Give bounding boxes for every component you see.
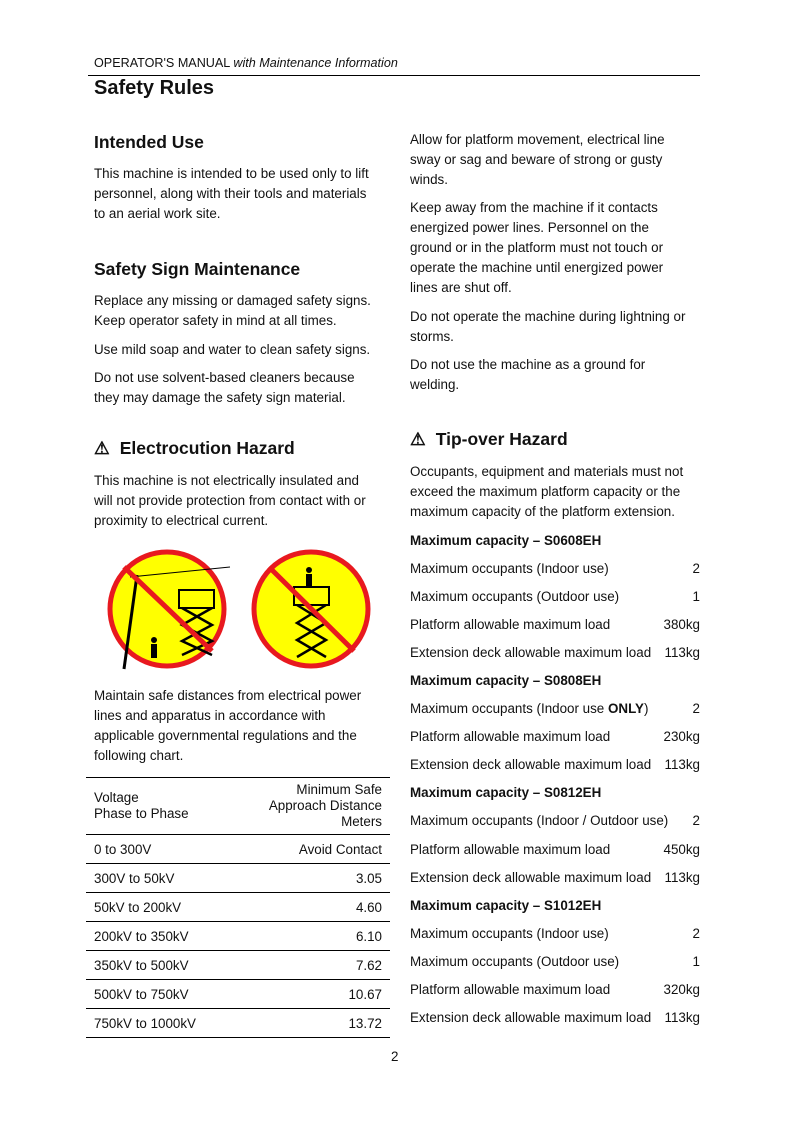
capacity-label: Maximum occupants (Outdoor use) <box>410 588 620 604</box>
electrocution-text-1 <box>94 471 366 531</box>
table-row <box>86 893 390 922</box>
voltage-cell: 0 to 300V <box>94 841 152 857</box>
right-text-4 <box>410 355 645 395</box>
capacity-label: Extension deck allowable maximum load <box>410 1010 652 1026</box>
capacity-value: 113kg <box>664 869 700 885</box>
capacity-row <box>410 807 700 835</box>
text-line: lines and apparatus in accordance with <box>94 708 326 723</box>
text-line: Minimum Safe <box>296 782 382 797</box>
capacity-row <box>410 554 700 582</box>
capacity-row <box>410 947 700 975</box>
capacity-row <box>410 919 700 947</box>
voltage-column-header <box>94 790 189 822</box>
text-line: Approach Distance <box>268 798 382 813</box>
text-line: to an aerial work site. <box>94 206 221 221</box>
capacity-value: 380kg <box>663 616 700 632</box>
right-text-2 <box>410 198 663 298</box>
sign-text-3 <box>94 368 355 408</box>
manual-subtitle: with Maintenance Information <box>233 56 398 70</box>
capacity-label: Platform allowable maximum load <box>410 982 611 998</box>
text-line: following chart. <box>94 748 184 763</box>
capacity-label: Maximum capacity – S1012EH <box>410 897 602 913</box>
capacity-label: Maximum capacity – S0812EH <box>410 785 602 801</box>
tip-over-heading-text: Tip-over Hazard <box>435 429 568 449</box>
manual-title: OPERATOR'S MANUAL <box>94 56 230 70</box>
page-number: 2 <box>391 1049 399 1064</box>
voltage-cell: 50kV to 200kV <box>94 899 182 915</box>
text-line: Keep away from the machine if it contacts <box>410 200 658 215</box>
text-line: Occupants, equipment and materials must not <box>410 464 684 479</box>
text-line: Phase to Phase <box>94 806 189 821</box>
text-line: Keep operator safety in mind at all times. <box>94 313 337 328</box>
capacity-row <box>410 582 700 610</box>
text-line: Maintain safe distances from electrical power <box>94 688 362 703</box>
capacity-label: Platform allowable maximum load <box>410 841 611 857</box>
distance-cell: 7.62 <box>355 957 382 973</box>
sign-maintenance-heading: Safety Sign Maintenance <box>94 259 301 279</box>
text-line: energized power lines. Personnel on the <box>410 220 649 235</box>
tip-over-heading <box>410 429 568 450</box>
capacity-value: 2 <box>692 925 700 941</box>
table-row <box>86 951 390 980</box>
electrocution-heading-text: Electrocution Hazard <box>119 438 295 458</box>
text-line: ground or in the platform must not touch or <box>410 240 664 255</box>
header-divider <box>88 75 700 76</box>
distance-cell: 3.05 <box>355 870 382 886</box>
text-line: This machine is not electrically insulated and <box>94 473 359 488</box>
approach-distance-table <box>86 777 390 1038</box>
page-title: Safety Rules <box>94 77 215 99</box>
capacity-label: Maximum occupants (Indoor / Outdoor use) <box>410 813 669 829</box>
text-line: sway or sag and beware of strong or gusty <box>410 152 663 167</box>
sign-text-2 <box>94 340 370 360</box>
table-row <box>86 864 390 893</box>
capacity-value: 450kg <box>663 841 700 857</box>
voltage-cell: 350kV to 500kV <box>94 957 189 973</box>
capacity-label: Extension deck allowable maximum load <box>410 757 652 773</box>
text-line: Replace any missing or damaged safety signs. <box>94 293 371 308</box>
distance-cell: 13.72 <box>348 1015 382 1031</box>
capacity-label: Maximum occupants (Indoor use) <box>410 925 609 941</box>
capacity-value: 1 <box>692 588 700 604</box>
capacity-label: Extension deck allowable maximum load <box>410 869 652 885</box>
capacity-label: Maximum occupants (Outdoor use) <box>410 953 620 969</box>
text-line: winds. <box>410 172 448 187</box>
capacity-row <box>410 835 700 863</box>
text-line: welding. <box>410 377 460 392</box>
table-row <box>86 980 390 1009</box>
prohibition-sign-overhead-icon <box>254 552 368 666</box>
text-line: operate the machine until energized power <box>410 260 664 275</box>
capacity-value: 113kg <box>664 757 700 773</box>
text-line: Do not operate the machine during lightning or <box>410 309 686 324</box>
electrocution-text-2 <box>94 686 361 766</box>
capacity-value: 113kg <box>664 1010 700 1026</box>
text-line: Do not use solvent-based cleaners because <box>94 370 355 385</box>
text-line: Allow for platform movement, electrical line <box>410 132 665 147</box>
capacity-row <box>410 638 700 666</box>
electrocution-heading <box>94 438 295 459</box>
capacity-row <box>410 863 700 891</box>
capacity-row <box>410 751 700 779</box>
text-line: maximum capacity of the platform extension. <box>410 504 675 519</box>
capacity-row <box>410 695 700 723</box>
capacity-list <box>410 526 700 1032</box>
text-line: applicable governmental regulations and the <box>94 728 357 743</box>
right-text-3 <box>410 307 685 347</box>
capacity-row <box>410 1004 700 1032</box>
text-line: This machine is intended to be used only to lift <box>94 166 369 181</box>
electrocution-illustration <box>104 545 374 675</box>
capacity-label: Maximum occupants (Indoor use ONLY) <box>410 701 649 717</box>
distance-column-header <box>269 782 382 830</box>
text-line: storms. <box>410 329 454 344</box>
voltage-cell: 300V to 50kV <box>94 870 175 886</box>
text-line: Meters <box>341 814 382 829</box>
capacity-label: Maximum capacity – S0608EH <box>410 532 602 548</box>
text-line: personnel, along with their tools and materials <box>94 186 367 201</box>
running-header <box>94 56 398 70</box>
voltage-cell: 500kV to 750kV <box>94 986 189 1002</box>
right-text-1 <box>410 130 665 190</box>
text-line: lines are shut off. <box>410 280 512 295</box>
text-line: will not provide protection from contact with or <box>94 493 366 508</box>
warning-triangle-icon: ⚠ <box>410 429 426 449</box>
text-line: proximity to electrical current. <box>94 513 269 528</box>
capacity-label: Platform allowable maximum load <box>410 616 611 632</box>
intended-use-heading: Intended Use <box>94 132 204 152</box>
capacity-label: Maximum capacity – S0808EH <box>410 673 602 689</box>
voltage-cell: 750kV to 1000kV <box>94 1015 196 1031</box>
sign-text-1 <box>94 291 371 331</box>
distance-cell: 10.67 <box>348 986 382 1002</box>
capacity-label: Maximum occupants (Indoor use) <box>410 560 609 576</box>
table-row <box>86 1009 390 1038</box>
capacity-model-heading <box>410 666 700 694</box>
distance-cell: 6.10 <box>355 928 382 944</box>
capacity-row <box>410 610 700 638</box>
capacity-value: 1 <box>692 953 700 969</box>
capacity-value: 320kg <box>663 982 700 998</box>
voltage-cell: 200kV to 350kV <box>94 928 189 944</box>
capacity-label: Platform allowable maximum load <box>410 729 611 745</box>
distance-cell: 4.60 <box>355 899 382 915</box>
capacity-value: 2 <box>692 701 700 717</box>
capacity-value: 2 <box>692 813 700 829</box>
capacity-row <box>410 976 700 1004</box>
capacity-value: 230kg <box>663 729 700 745</box>
warning-triangle-icon: ⚠ <box>94 438 110 458</box>
capacity-model-heading <box>410 779 700 807</box>
capacity-model-heading <box>410 891 700 919</box>
text-line: Do not use the machine as a ground for <box>410 357 646 372</box>
distance-cell: Avoid Contact <box>298 841 382 857</box>
capacity-label: Extension deck allowable maximum load <box>410 644 652 660</box>
capacity-value: 113kg <box>664 644 700 660</box>
text-line: exceed the maximum platform capacity or the <box>410 484 681 499</box>
capacity-model-heading <box>410 526 700 554</box>
text-line: Use mild soap and water to clean safety signs. <box>94 342 371 357</box>
tip-over-text <box>410 462 683 522</box>
prohibition-sign-power-line-icon <box>110 552 230 669</box>
table-row <box>86 922 390 951</box>
capacity-row <box>410 723 700 751</box>
capacity-value: 2 <box>692 560 700 576</box>
text-line: Voltage <box>94 790 139 805</box>
table-header <box>86 778 390 835</box>
table-row <box>86 835 390 864</box>
text-line: they may damage the safety sign material. <box>94 390 346 405</box>
intended-use-text <box>94 164 369 224</box>
